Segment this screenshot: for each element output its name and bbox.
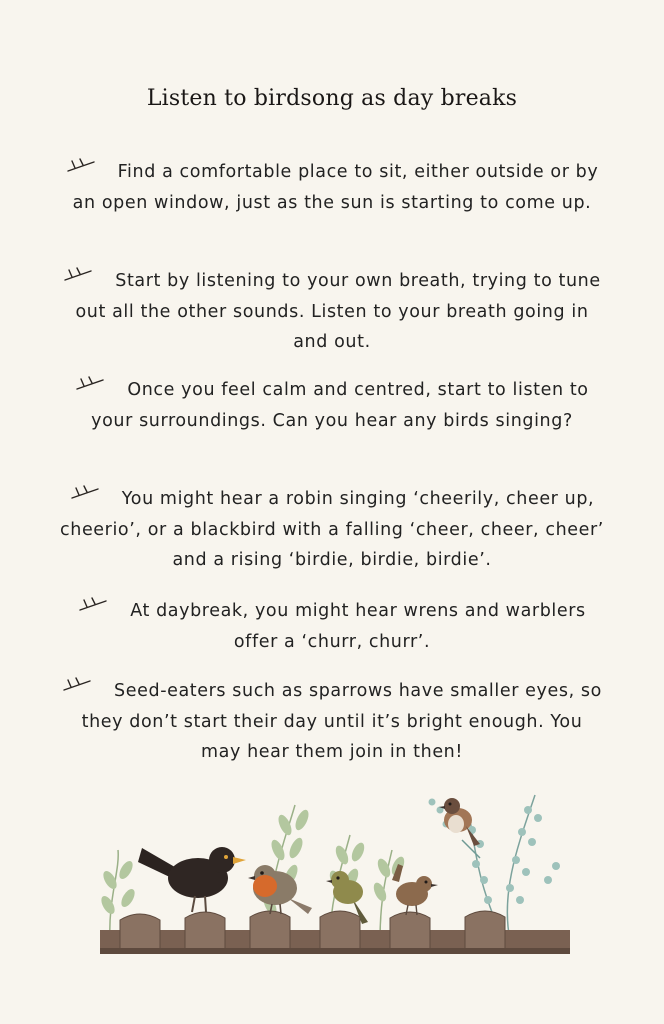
birds-on-fence-illustration (80, 780, 590, 970)
tip-paragraph-1 (60, 157, 604, 218)
robin (248, 865, 312, 914)
tip-text-1: Find a comfortable place to sit, either outside or by an open window, just as the sun is starting to come up. (72, 162, 599, 213)
garden-fence (100, 911, 570, 954)
wren (392, 864, 438, 915)
twig-sprig-icon (75, 376, 105, 392)
tip-paragraph-2 (60, 266, 604, 358)
twig-sprig-icon (70, 485, 100, 501)
tip-paragraph-5 (60, 596, 604, 657)
twig-sprig-icon (63, 267, 93, 283)
twig-sprig-icon (66, 158, 96, 174)
tip-text-3: Once you feel calm and centred, start to listen to your surroundings. Can you hear any birds singing? (91, 380, 589, 431)
tip-text-4: You might hear a robin singing ‘cheerily, cheer up, cheerio’, or a blackbird with a falling ‘cheer, cheer, cheer’ and a rising ‘birdie, birdie, birdie’. (60, 489, 604, 570)
tip-paragraph-6 (60, 676, 604, 768)
tip-text-2: Start by listening to your own breath, trying to tune out all the other sounds. Listen to your breath going in and out. (75, 271, 601, 352)
tip-text-6: Seed-eaters such as sparrows have smaller eyes, so they don’t start their day until it’s bright enough. You may hear them join in then! (81, 681, 602, 762)
twig-sprig-icon (62, 677, 92, 693)
page-title: Listen to birdsong as day breaks (146, 86, 518, 111)
tip-paragraph-3 (60, 375, 604, 436)
tip-paragraph-4 (60, 484, 604, 576)
twig-sprig-icon (78, 597, 108, 613)
tip-text-5: At daybreak, you might hear wrens and warblers offer a ‘churr, churr’. (130, 601, 586, 652)
blackbird (138, 847, 246, 912)
